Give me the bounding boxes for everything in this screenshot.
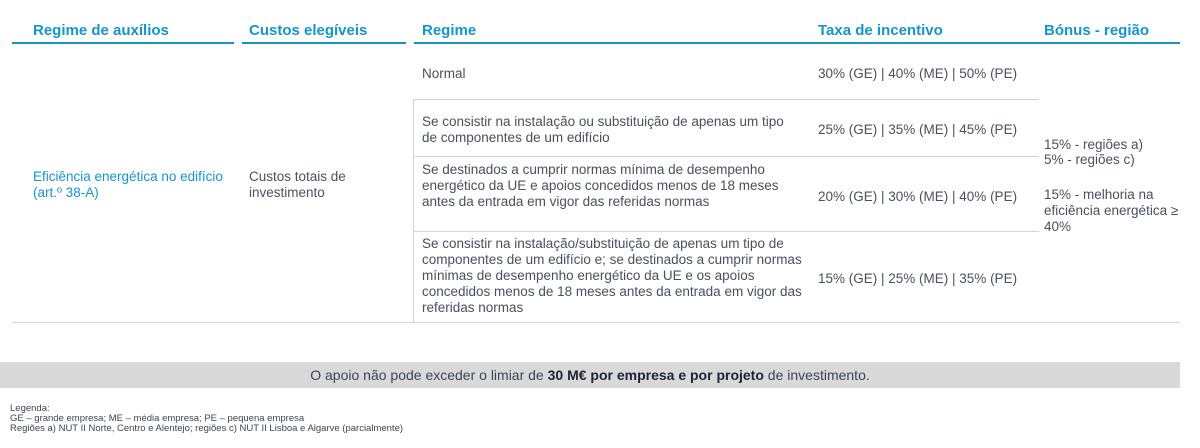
regime-cell: Se consistir na instalação/substituição de apenas um tipo de componentes de um edifício e; se destinados a cumprir normas mínimas de desempenho energético da UE e os apoios concedidos menos de 18 meses antes da entrada em vigor das referidas normas (422, 236, 802, 315)
notice-text-end: de investimento. (763, 367, 870, 383)
table-bottom-border (12, 322, 1180, 323)
header-taxa-incentivo: Taxa de incentivo (818, 22, 943, 39)
taxa-cell: 15% (GE) | 25% (ME) | 35% (PE) (818, 271, 1018, 286)
regime-cell: Se destinados a cumprir normas mínima de desempenho energético da UE e apoios concedidos menos de 18 meses antes da entrada em vigor das referidas normas (422, 162, 779, 209)
custos-elegiveis-cell: Custos totais de investimento (249, 169, 346, 200)
legend-title: Legenda: (10, 403, 50, 414)
bonus-line: 15% - regiões a) (1044, 137, 1144, 152)
regime-auxilios-cell: Eficiência energética no edifício (art.º 38-A) (33, 169, 223, 200)
header-bonus-regiao: Bónus - região (1044, 22, 1150, 39)
header-custos-elegiveis: Custos elegíveis (249, 22, 368, 39)
row-separator (414, 231, 1039, 232)
notice-bar (0, 362, 1180, 388)
header-underline (242, 42, 406, 44)
row-separator (414, 99, 1039, 100)
bonus-line: 15% - melhoria na eficiência energética ≥ 40% (1044, 187, 1179, 234)
column-separator (413, 99, 414, 322)
notice-highlight: 30 M€ por empresa e por projeto (547, 367, 764, 383)
bonus-line: 5% - regiões c) (1044, 152, 1135, 167)
legend-line: Regiões a) NUT II Norte, Centro e Alentejo; regiões c) NUT II Lisboa e Algarve (parcialmente) (10, 423, 404, 434)
header-regime-auxilios: Regime de auxílios (33, 22, 169, 39)
header-underline (810, 42, 1038, 44)
taxa-cell: 20% (GE) | 30% (ME) | 40% (PE) (818, 189, 1018, 204)
notice-text: O apoio não pode exceder o limiar de (310, 367, 548, 383)
taxa-cell: 25% (GE) | 35% (ME) | 45% (PE) (818, 122, 1018, 137)
taxa-cell: 30% (GE) | 40% (ME) | 50% (PE) (818, 66, 1018, 81)
header-underline (414, 42, 810, 44)
legend-line: GE – grande empresa; ME – média empresa; PE – pequena empresa (10, 413, 305, 424)
header-underline (12, 42, 234, 44)
regime-cell: Se consistir na instalação ou substituição de apenas um tipo de componentes de um edifício (422, 114, 784, 145)
header-underline (1038, 42, 1180, 44)
row-separator (414, 156, 1039, 157)
regime-cell: Normal (422, 66, 466, 81)
header-regime: Regime (422, 22, 477, 39)
